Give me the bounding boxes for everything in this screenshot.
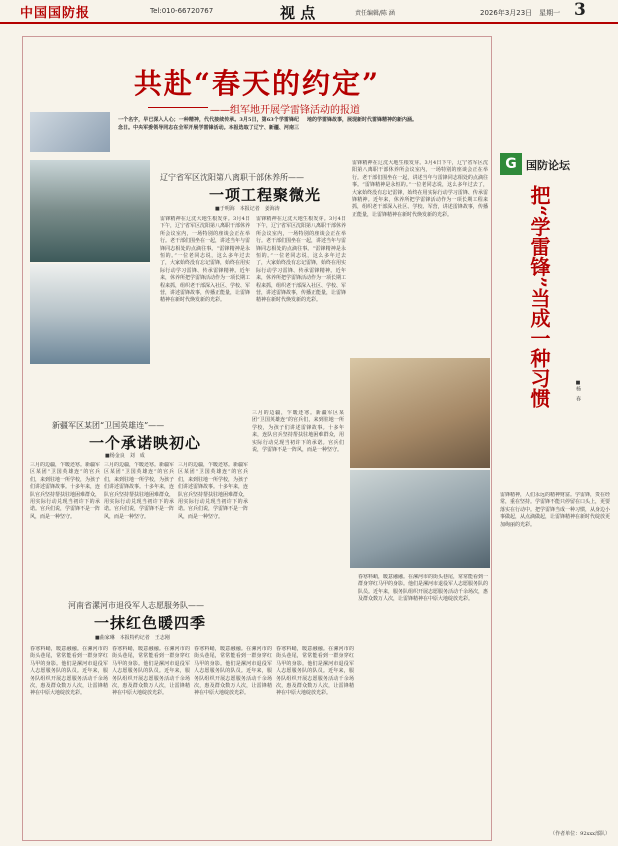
newspaper-logo: 中国国防报: [20, 6, 91, 21]
section-title: 视 点: [280, 4, 316, 22]
forum-body: 雷锋精神，人们永远的精神财富。学雷锋，贵在经常，重在坚持。学雷锋不能只停留在口头上，更要落实在行动中。把学雷锋当成一种习惯，从身边小事做起，从点滴做起，让雷锋精神在新时代绽放更加绚丽的光彩。: [500, 492, 610, 528]
article3-body-col4: 春寒料峭，暖意融融。在漯河市的街头巷尾，常常能看到一群身穿红马甲的身影。他们是漯河市退役军人志愿服务队的队员。近年来，服务队组织开展志愿服务活动千余场次，惠及群众数万人次，让雷锋精神在中原大地绽放光彩。: [276, 646, 354, 697]
article1-title: 一项工程聚微光: [208, 186, 321, 204]
forum-author: ■杨 春: [575, 380, 581, 401]
article3-body-col5: 春寒料峭，暖意融融。在漯河市的街头巷尾，常常能看到一群身穿红马甲的身影。他们是漯河市退役军人志愿服务队的队员。近年来，服务队组织开展志愿服务活动千余场次，惠及群众数万人次，让雷锋精神在中原大地绽放光彩。: [358, 574, 488, 603]
masthead-date: 2026年3月23日 星期一: [480, 9, 561, 17]
article3-byline: ■曲家琳 本报特约记者 王志刚: [95, 635, 170, 641]
article1-body-col2: 雷锋精神在辽沈大地生根发芽。3月4日下午，辽宁省军区沈阳第八离职干部休养所会议室内，一场特别的座谈会正在举行。老干部们围坐在一起，讲述当年与雷锋同志相处的点滴往事。“雷锋精神是永恒的。”一位老同志说，这么多年过去了，大家始终没有忘记雷锋，始终在用实际行动学习雷锋、传承雷锋精神。近年来，休养所把学雷锋活动作为一项长期工程来抓，组织老干部深入社区、学校、军营，讲述雷锋故事，传播正能量，让雷锋精神在新时代焕发新的光彩。: [256, 216, 346, 304]
feature-intro: 一个名字，早已深入人心；一种精神，代代接续传承。3月5日，第63个学雷锋纪念日。中央军委领导同志在全军开展学雷锋活动。本报选取了辽宁、新疆、河南三地的学雷锋故事，展现新时代雷锋精神的新内涵。: [118, 117, 418, 131]
subheadline-rule: [148, 107, 208, 108]
article3-kicker: 河南省漯河市退役军人志愿服务队——: [68, 601, 204, 610]
article2-body-col4: 三月的边疆，乍暖还寒。新疆军区某团“卫国英雄连”的官兵们，来到驻地一所学校，为孩子们讲述雷锋故事。十多年来，连队官兵坚持帮扶驻地困难群众，用实际行动兑现当初许下的承诺。官兵们说，学雷锋不是一阵风，而是一种坚守。: [252, 410, 344, 454]
forum-title: 把“学雷锋”当成一种习惯: [527, 185, 551, 409]
photo-volunteer: [350, 358, 490, 468]
photo-veterans: [30, 160, 150, 262]
article2-body-col1: 三月的边疆，乍暖还寒。新疆军区某团“卫国英雄连”的官兵们，来到驻地一所学校，为孩子们讲述雷锋故事。十多年来，连队官兵坚持帮扶驻地困难群众，用实际行动兑现当初许下的承诺。官兵们说，学雷锋不是一阵风，而是一种坚守。: [30, 462, 100, 520]
article3-body-col1: 春寒料峭，暖意融融。在漯河市的街头巷尾，常常能看到一群身穿红马甲的身影。他们是漯河市退役军人志愿服务队的队员。近年来，服务队组织开展志愿服务活动千余场次，惠及群众数万人次，让雷锋精神在中原大地绽放光彩。: [30, 646, 108, 697]
forum-badge-icon: G: [500, 153, 522, 175]
masthead-editors: 责任编辑/陈 涵: [355, 10, 395, 17]
article1-body-col1: 雷锋精神在辽沈大地生根发芽。3月4日下午，辽宁省军区沈阳第八离职干部休养所会议室内，一场特别的座谈会正在举行。老干部们围坐在一起，讲述当年与雷锋同志相处的点滴往事。“雷锋精神是永恒的。”一位老同志说，这么多年过去了，大家始终没有忘记雷锋，始终在用实际行动学习雷锋、传承雷锋精神。近年来，休养所把学雷锋活动作为一项长期工程来抓，组织老干部深入社区、学校、军营，讲述雷锋故事，传播正能量，让雷锋精神在新时代焕发新的光彩。: [160, 216, 250, 304]
article2-kicker: 新疆军区某团“卫国英雄连”——: [52, 421, 165, 430]
page-number: 3: [574, 0, 586, 20]
photo-clinic: [30, 264, 150, 364]
article1-body-col3: 雷锋精神在辽沈大地生根发芽。3月4日下午，辽宁省军区沈阳第八离职干部休养所会议室内，一场特别的座谈会正在举行。老干部们围坐在一起，讲述当年与雷锋同志相处的点滴往事。“雷锋精神是永恒的。”一位老同志说，这么多年过去了，大家始终没有忘记雷锋，始终在用实际行动学习雷锋、传承雷锋精神。近年来，休养所把学雷锋活动作为一项长期工程来抓，组织老干部深入社区、学校、军营，讲述雷锋故事，传播正能量，让雷锋精神在新时代焕发新的光彩。: [352, 160, 488, 218]
article2-body-col3: 三月的边疆，乍暖还寒。新疆军区某团“卫国英雄连”的官兵们，来到驻地一所学校，为孩子们讲述雷锋故事。十多年来，连队官兵坚持帮扶驻地困难群众，用实际行动兑现当初许下的承诺。官兵们说，学雷锋不是一阵风，而是一种坚守。: [178, 462, 248, 520]
forum-tag: 国防论坛: [526, 159, 570, 172]
article2-body-col2: 三月的边疆，乍暖还寒。新疆军区某团“卫国英雄连”的官兵们，来到驻地一所学校，为孩子们讲述雷锋故事。十多年来，连队官兵坚持帮扶驻地困难群众，用实际行动兑现当初许下的承诺。官兵们说，学雷锋不是一阵风，而是一种坚守。: [104, 462, 174, 520]
forum-footer: （作者单位：92xxx部队）: [550, 831, 610, 837]
article3-body-col3: 春寒料峭，暖意融融。在漯河市的街头巷尾，常常能看到一群身穿红马甲的身影。他们是漯河市退役军人志愿服务队的队员。近年来，服务队组织开展志愿服务活动千余场次，惠及群众数万人次，让雷锋精神在中原大地绽放光彩。: [194, 646, 272, 697]
masthead-tel: Tel:010-66720767: [150, 7, 214, 15]
intro-photo: [30, 112, 110, 152]
article3-body-col2: 春寒料峭，暖意融融。在漯河市的街头巷尾，常常能看到一群身穿红马甲的身影。他们是漯河市退役军人志愿服务队的队员。近年来，服务队组织开展志愿服务活动千余场次，惠及群众数万人次，让雷锋精神在中原大地绽放光彩。: [112, 646, 190, 697]
feature-subheadline: ——组军地开展学雷锋活动的报道: [210, 105, 360, 116]
article3-title: 一抹红色暖四季: [93, 614, 206, 632]
article2-byline: ■杨金良 刘 成: [105, 453, 145, 459]
article1-kicker: 辽宁省军区沈阳第八离职干部休养所——: [160, 173, 304, 182]
article1-byline: ■于明海 本报记者 姜海涛: [215, 206, 280, 212]
photo-school: [350, 470, 490, 568]
article2-title: 一个承诺映初心: [88, 434, 201, 452]
feature-headline: 共赴“春天的约定”: [133, 67, 381, 100]
